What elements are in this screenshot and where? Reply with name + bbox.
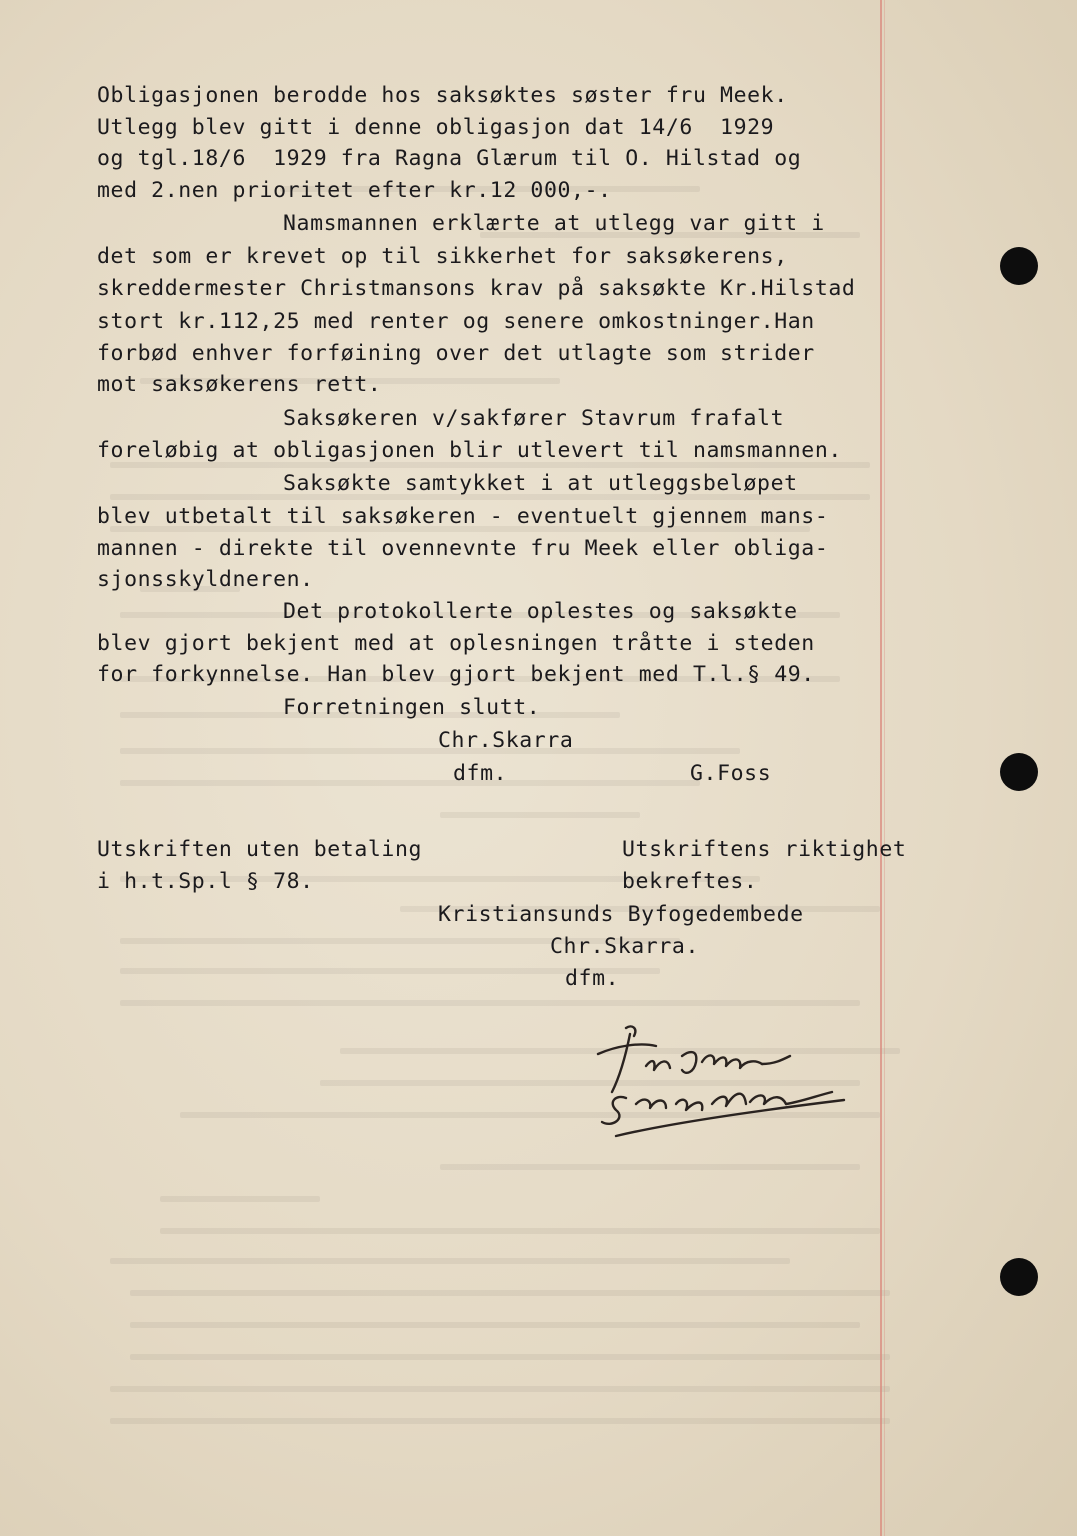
fee-note-line: i h.t.Sp.l § 78. [97, 869, 314, 894]
witness-name: G.Foss [690, 761, 772, 786]
certification-name: Chr.Skarra. [550, 934, 699, 959]
handwritten-signature [586, 1020, 866, 1150]
certification-title: dfm. [565, 966, 620, 991]
body-line: og tgl.18/6 1929 fra Ragna Glærum til O. Hilstad og [97, 146, 802, 171]
body-line: Namsmannen erklærte at utlegg var gitt i [283, 211, 825, 236]
body-line: blev utbetalt til saksøkeren - eventuelt gjennem mans- [97, 504, 829, 529]
margin-rule-shadow [884, 0, 885, 1536]
signatory-name: Chr.Skarra [438, 728, 574, 753]
body-line: Det protokollerte oplestes og saksøkte [283, 599, 798, 624]
body-line: Saksøkeren v/sakfører Stavrum frafalt [283, 406, 785, 431]
body-line: det som er krevet op til sikkerhet for saksøkerens, [97, 244, 788, 269]
body-line: mannen - direkte til ovennevnte fru Meek eller obliga- [97, 536, 829, 561]
body-line: forbød enhver forføining over det utlagte som strider [97, 341, 815, 366]
body-line: blev gjort bekjent med at oplesningen tråtte i steden [97, 631, 815, 656]
body-line: sjonsskyldneren. [97, 567, 314, 592]
body-line: Utlegg blev gitt i denne obligasjon dat 14/6 1929 [97, 115, 775, 140]
body-line: stort kr.112,25 med renter og senere omkostninger.Han [97, 309, 815, 334]
certification-office: Kristiansunds Byfogedembede [438, 902, 804, 927]
certification-line: Utskriftens riktighet [622, 837, 907, 862]
body-line: mot saksøkerens rett. [97, 372, 382, 397]
body-line: for forkynnelse. Han blev gjort bekjent med T.l.§ 49. [97, 662, 815, 687]
body-line: foreløbig at obligasjonen blir utlevert til namsmannen. [97, 438, 842, 463]
body-line: Forretningen slutt. [283, 695, 541, 720]
margin-rule [880, 0, 882, 1536]
punch-hole [1000, 247, 1038, 285]
punch-hole [1000, 753, 1038, 791]
signatory-title: dfm. [453, 761, 508, 786]
body-line: Obligasjonen berodde hos saksøktes søster fru Meek. [97, 83, 788, 108]
body-line: skreddermester Christmansons krav på saksøkte Kr.Hilstad [97, 276, 856, 301]
body-line: med 2.nen prioritet efter kr.12 000,-. [97, 178, 612, 203]
punch-hole [1000, 1258, 1038, 1296]
certification-line: bekreftes. [622, 869, 758, 894]
fee-note-line: Utskriften uten betaling [97, 837, 423, 862]
body-line: Saksøkte samtykket i at utleggsbeløpet [283, 471, 798, 496]
